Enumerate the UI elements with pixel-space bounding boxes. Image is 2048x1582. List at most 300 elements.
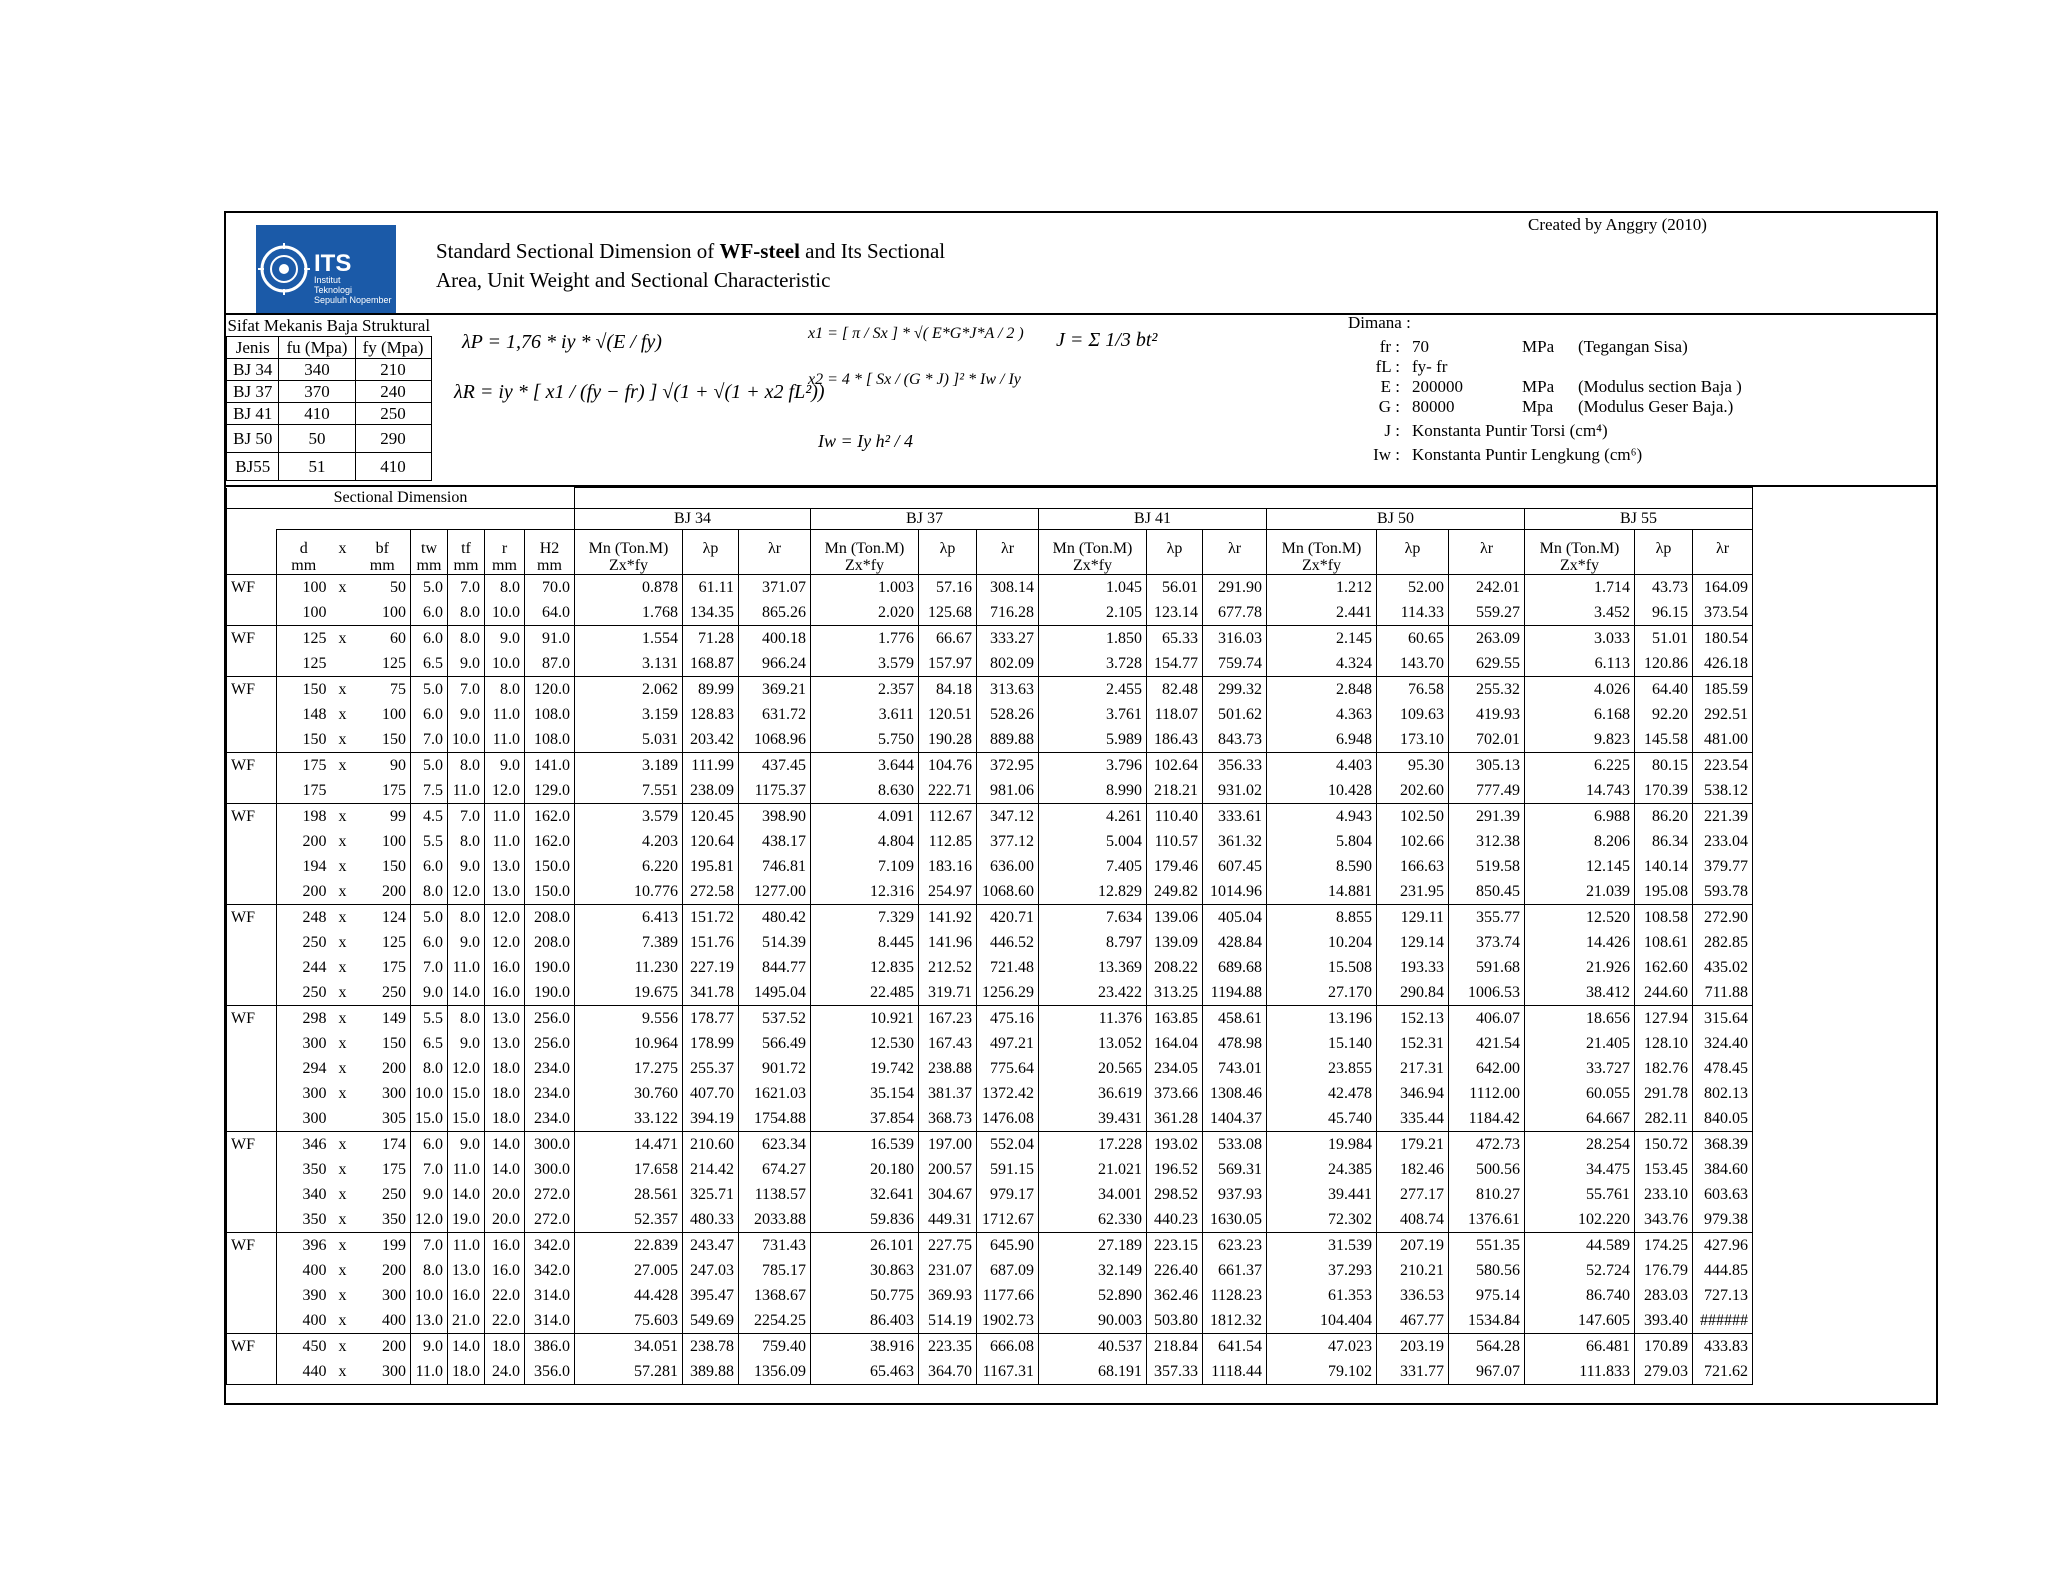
table-cell: 11.0 xyxy=(448,1157,485,1182)
table-cell: 7.0 xyxy=(411,955,448,980)
table-cell: 8.0 xyxy=(411,879,448,905)
legend xyxy=(1336,313,1742,465)
table-cell: 931.02 xyxy=(1203,778,1267,804)
table-cell xyxy=(227,600,277,626)
table-cell: 18.0 xyxy=(485,1334,525,1360)
table-cell: 28.254 xyxy=(1525,1132,1635,1158)
table-cell: x xyxy=(331,1132,355,1158)
table-cell: 100 xyxy=(355,702,411,727)
table-cell: 196.52 xyxy=(1147,1157,1203,1182)
table-cell: 150.0 xyxy=(525,879,575,905)
table-cell: 810.27 xyxy=(1449,1182,1525,1207)
table-row xyxy=(227,1207,1753,1233)
table-cell: x xyxy=(338,933,347,951)
material-properties-table xyxy=(226,315,432,481)
table-cell: 8.0 xyxy=(448,829,485,854)
table-cell: 291.90 xyxy=(1203,575,1267,601)
table-cell: 7.0 xyxy=(411,1157,448,1182)
table-cell: 21.0 xyxy=(448,1308,485,1334)
formula-lambda-r: λR = iy * [ x1 / (fy − fr) ] √(1 + √(1 + x2 fL²)) xyxy=(454,381,825,403)
table-cell: 14.426 xyxy=(1525,930,1635,955)
table-cell: 300 xyxy=(355,1283,411,1308)
table-cell: 8.630 xyxy=(811,778,919,804)
table-cell: 1630.05 xyxy=(1203,1207,1267,1233)
table-cell: 802.09 xyxy=(977,651,1039,677)
table-cell: 197.00 xyxy=(919,1132,977,1158)
table-row xyxy=(227,854,1753,879)
table-cell: 1712.67 xyxy=(977,1207,1039,1233)
table-cell: 304.67 xyxy=(919,1182,977,1207)
table-cell: 1754.88 xyxy=(739,1106,811,1132)
table-cell: 5.989 xyxy=(1039,727,1147,753)
table-cell xyxy=(227,1359,277,1385)
table-cell: 371.07 xyxy=(739,575,811,601)
table-cell: 45.740 xyxy=(1267,1106,1377,1132)
table-cell: 564.28 xyxy=(1449,1334,1525,1360)
table-cell: 12.0 xyxy=(411,1207,448,1233)
table-cell: 100 xyxy=(277,575,331,601)
table-cell: 356.0 xyxy=(525,1359,575,1385)
table-cell: 238.88 xyxy=(919,1056,977,1081)
table-cell: 200.57 xyxy=(919,1157,977,1182)
table-cell: 16.0 xyxy=(485,1258,525,1283)
table-cell: 3.033 xyxy=(1525,626,1635,652)
table-cell: 5.031 xyxy=(575,727,683,753)
table-cell: 1.768 xyxy=(575,600,683,626)
table-cell: 11.0 xyxy=(411,1359,448,1385)
table-cell: 3.579 xyxy=(575,804,683,830)
table-cell: 7.405 xyxy=(1039,854,1147,879)
table-cell: 7.389 xyxy=(575,930,683,955)
table-cell: 178.77 xyxy=(683,1006,739,1032)
table-cell: x xyxy=(338,1160,347,1178)
table-cell: 1138.57 xyxy=(739,1182,811,1207)
table-cell: x xyxy=(331,753,355,779)
grade-col-header: Mn (Ton.M) Zx*fy xyxy=(1525,530,1635,575)
table-cell: 11.0 xyxy=(448,955,485,980)
table-cell: 6.988 xyxy=(1525,804,1635,830)
table-cell: 222.71 xyxy=(919,778,977,804)
table-cell: 75 xyxy=(355,677,411,703)
table-cell: 8.0 xyxy=(448,753,485,779)
table-cell: 5.0 xyxy=(411,575,448,601)
table-cell: 8.590 xyxy=(1267,854,1377,879)
table-cell: 100 xyxy=(355,600,411,626)
table-cell: 139.09 xyxy=(1147,930,1203,955)
table-cell: 533.08 xyxy=(1203,1132,1267,1158)
table-cell: 20.565 xyxy=(1039,1056,1147,1081)
table-cell: 641.54 xyxy=(1203,1334,1267,1360)
table-cell: 357.33 xyxy=(1147,1359,1203,1385)
table-cell: 342.0 xyxy=(525,1258,575,1283)
steel-section-sheet xyxy=(224,211,1938,1405)
table-cell: 52.890 xyxy=(1039,1283,1147,1308)
table-cell: 731.43 xyxy=(739,1233,811,1259)
table-cell: 27.005 xyxy=(575,1258,683,1283)
prop-cell: 370 xyxy=(279,381,355,403)
table-cell: 350 xyxy=(277,1207,331,1233)
table-cell: 1014.96 xyxy=(1203,879,1267,905)
table-row xyxy=(227,575,1753,601)
table-cell: 11.0 xyxy=(485,804,525,830)
table-cell: 199 xyxy=(355,1233,411,1259)
table-cell: 408.74 xyxy=(1377,1207,1449,1233)
table-cell: 528.26 xyxy=(977,702,1039,727)
title-line1-post: and Its Sectional xyxy=(799,239,946,263)
table-cell: 384.60 xyxy=(1693,1157,1753,1182)
table-cell: 843.73 xyxy=(1203,727,1267,753)
table-cell: x xyxy=(338,1059,347,1077)
prop-cell: BJ 34 xyxy=(227,359,279,381)
table-cell: 12.530 xyxy=(811,1031,919,1056)
table-cell: 175 xyxy=(355,955,411,980)
grade-col-header: λp xyxy=(1147,530,1203,575)
table-cell: 272.0 xyxy=(525,1207,575,1233)
table-cell: 661.37 xyxy=(1203,1258,1267,1283)
table-cell: 12.316 xyxy=(811,879,919,905)
table-cell: 294 xyxy=(277,1056,331,1081)
table-row xyxy=(227,1132,1753,1158)
table-cell: 120.45 xyxy=(683,804,739,830)
table-cell: 150 xyxy=(355,727,411,753)
table-cell: 185.59 xyxy=(1693,677,1753,703)
table-cell: 194 xyxy=(277,854,331,879)
table-cell: 111.833 xyxy=(1525,1359,1635,1385)
table-cell: 12.0 xyxy=(448,879,485,905)
table-cell: 190.0 xyxy=(525,955,575,980)
table-cell: 227.19 xyxy=(683,955,739,980)
table-cell: 5.0 xyxy=(411,753,448,779)
table-cell: 551.35 xyxy=(1449,1233,1525,1259)
table-cell: 3.761 xyxy=(1039,702,1147,727)
table-cell: 386.0 xyxy=(525,1334,575,1360)
table-cell: 1.776 xyxy=(811,626,919,652)
table-cell: 167.43 xyxy=(919,1031,977,1056)
table-cell: 24.0 xyxy=(485,1359,525,1385)
table-cell: 170.39 xyxy=(1635,778,1693,804)
table-cell: 16.0 xyxy=(448,1283,485,1308)
table-cell: 480.33 xyxy=(683,1207,739,1233)
table-cell: 405.04 xyxy=(1203,905,1267,931)
table-cell: 125.68 xyxy=(919,600,977,626)
table-cell: 1167.31 xyxy=(977,1359,1039,1385)
table-cell: 151.76 xyxy=(683,930,739,955)
table-cell: 30.760 xyxy=(575,1081,683,1106)
table-cell: 5.750 xyxy=(811,727,919,753)
table-cell: 14.0 xyxy=(448,980,485,1006)
table-cell: 319.71 xyxy=(919,980,977,1006)
table-cell: WF xyxy=(227,1334,277,1360)
legend-item: J : Konstanta Puntir Torsi (cm⁴) xyxy=(1384,421,1608,440)
table-row xyxy=(227,677,1753,703)
prop-cell: 210 xyxy=(355,359,431,381)
table-cell: 108.58 xyxy=(1635,905,1693,931)
table-cell: 1184.42 xyxy=(1449,1106,1525,1132)
table-cell: 313.25 xyxy=(1147,980,1203,1006)
table-cell: 86.20 xyxy=(1635,804,1693,830)
grade-col-header: λp xyxy=(919,530,977,575)
table-cell: 10.0 xyxy=(411,1283,448,1308)
table-cell: 102.64 xyxy=(1147,753,1203,779)
table-cell: 14.743 xyxy=(1525,778,1635,804)
table-cell: 234.0 xyxy=(525,1056,575,1081)
table-cell: 716.28 xyxy=(977,600,1039,626)
table-cell: 51.01 xyxy=(1635,626,1693,652)
table-cell: 214.42 xyxy=(683,1157,739,1182)
table-cell: 407.70 xyxy=(683,1081,739,1106)
legend-item: G : 80000 Mpa (Modulus Geser Baja.) xyxy=(1378,397,1734,416)
table-cell: 313.63 xyxy=(977,677,1039,703)
grade-col-header: λr xyxy=(1693,530,1753,575)
table-cell: 60.65 xyxy=(1377,626,1449,652)
table-cell: 341.78 xyxy=(683,980,739,1006)
table-cell: 200 xyxy=(277,829,331,854)
table-cell: 34.001 xyxy=(1039,1182,1147,1207)
table-cell: 324.40 xyxy=(1693,1031,1753,1056)
grade-col-header: Mn (Ton.M) Zx*fy xyxy=(1039,530,1147,575)
table-cell: 108.0 xyxy=(525,702,575,727)
table-cell: 40.537 xyxy=(1039,1334,1147,1360)
title-line2: Area, Unit Weight and Sectional Characteristic xyxy=(436,268,831,292)
table-cell: 13.0 xyxy=(485,879,525,905)
page-title xyxy=(436,237,945,295)
table-cell: 4.324 xyxy=(1267,651,1377,677)
table-cell: 176.79 xyxy=(1635,1258,1693,1283)
table-cell: 19.984 xyxy=(1267,1132,1377,1158)
table-cell: 18.0 xyxy=(485,1106,525,1132)
table-cell: 100 xyxy=(355,829,411,854)
logo-acronym: ITS xyxy=(314,250,352,277)
table-cell: 283.03 xyxy=(1635,1283,1693,1308)
table-cell: 217.31 xyxy=(1377,1056,1449,1081)
table-cell: 889.88 xyxy=(977,727,1039,753)
table-cell: 250 xyxy=(355,1182,411,1207)
table-cell: 118.07 xyxy=(1147,702,1203,727)
table-cell: 150.72 xyxy=(1635,1132,1693,1158)
logo-line3: Sepuluh Nopember xyxy=(314,295,392,305)
table-cell: 677.78 xyxy=(1203,600,1267,626)
table-cell: 102.50 xyxy=(1377,804,1449,830)
formula-x2: x2 = 4 * [ Sx / (G * J) ]² * Iw / Iy xyxy=(808,371,1021,388)
table-cell: 497.21 xyxy=(977,1031,1039,1056)
table-cell: 279.03 xyxy=(1635,1359,1693,1385)
table-cell: 373.66 xyxy=(1147,1081,1203,1106)
table-cell: 11.376 xyxy=(1039,1006,1147,1032)
table-cell: 37.854 xyxy=(811,1106,919,1132)
table-cell: 250 xyxy=(277,980,331,1006)
table-cell: 5.0 xyxy=(411,677,448,703)
table-cell: 759.40 xyxy=(739,1334,811,1360)
table-cell: 84.18 xyxy=(919,677,977,703)
table-cell: 368.39 xyxy=(1693,1132,1753,1158)
table-cell: 200 xyxy=(277,879,331,905)
table-cell: 9.0 xyxy=(448,1132,485,1158)
table-cell: 11.0 xyxy=(448,1233,485,1259)
table-cell xyxy=(227,1283,277,1308)
table-cell: 500.56 xyxy=(1449,1157,1525,1182)
table-cell: 566.49 xyxy=(739,1031,811,1056)
table-cell: 255.32 xyxy=(1449,677,1525,703)
table-cell: 124 xyxy=(355,905,411,931)
legend-item: Iw : Konstanta Puntir Lengkung (cm⁶) xyxy=(1373,445,1643,464)
table-cell: 759.74 xyxy=(1203,651,1267,677)
table-cell: 72.302 xyxy=(1267,1207,1377,1233)
table-cell xyxy=(227,879,277,905)
table-cell: 150.0 xyxy=(525,854,575,879)
table-cell: x xyxy=(331,1006,355,1032)
grade-col-header: Mn (Ton.M) Zx*fy xyxy=(1267,530,1377,575)
table-cell: x xyxy=(331,677,355,703)
table-cell: 14.881 xyxy=(1267,879,1377,905)
table-cell: 151.72 xyxy=(683,905,739,931)
table-cell: 175 xyxy=(355,778,411,804)
table-cell: 141.92 xyxy=(919,905,977,931)
table-cell: 865.26 xyxy=(739,600,811,626)
table-cell: 23.855 xyxy=(1267,1056,1377,1081)
table-cell: 80.15 xyxy=(1635,753,1693,779)
table-cell: 17.658 xyxy=(575,1157,683,1182)
table-cell: 129.14 xyxy=(1377,930,1449,955)
table-cell: 282.11 xyxy=(1635,1106,1693,1132)
table-cell: 150 xyxy=(277,727,331,753)
table-cell: 90.003 xyxy=(1039,1308,1147,1334)
table-cell: 3.189 xyxy=(575,753,683,779)
table-cell: 59.836 xyxy=(811,1207,919,1233)
table-row xyxy=(227,1283,1753,1308)
table-cell: 2.357 xyxy=(811,677,919,703)
table-cell: 13.0 xyxy=(485,854,525,879)
table-cell: 249.82 xyxy=(1147,879,1203,905)
table-cell: 6.0 xyxy=(411,854,448,879)
formula-x1: x1 = [ π / Sx ] * √( E*G*J*A / 2 ) xyxy=(808,325,1024,342)
dim-col-header: d mm xyxy=(277,530,331,575)
table-cell: 200 xyxy=(355,1258,411,1283)
grade-col-header: λp xyxy=(1377,530,1449,575)
table-cell: 141.96 xyxy=(919,930,977,955)
table-cell: 395.47 xyxy=(683,1283,739,1308)
table-cell: 10.0 xyxy=(485,600,525,626)
table-cell: 314.0 xyxy=(525,1283,575,1308)
dim-col-header: x xyxy=(331,530,355,575)
table-cell: 208.22 xyxy=(1147,955,1203,980)
table-cell: 218.21 xyxy=(1147,778,1203,804)
table-cell: 153.45 xyxy=(1635,1157,1693,1182)
table-cell: 139.06 xyxy=(1147,905,1203,931)
table-cell: 12.0 xyxy=(485,905,525,931)
table-cell: 711.88 xyxy=(1693,980,1753,1006)
table-cell xyxy=(227,1031,277,1056)
table-cell: 300 xyxy=(355,1359,411,1385)
table-cell: 65.463 xyxy=(811,1359,919,1385)
table-cell: 66.67 xyxy=(919,626,977,652)
table-cell: 298 xyxy=(277,1006,331,1032)
table-cell: 4.363 xyxy=(1267,702,1377,727)
table-cell: 104.404 xyxy=(1267,1308,1377,1334)
table-cell: 57.16 xyxy=(919,575,977,601)
table-cell: 314.0 xyxy=(525,1308,575,1334)
table-cell: 23.422 xyxy=(1039,980,1147,1006)
table-cell: 7.634 xyxy=(1039,905,1147,931)
table-cell: 478.98 xyxy=(1203,1031,1267,1056)
table-cell: 1404.37 xyxy=(1203,1106,1267,1132)
table-cell xyxy=(227,1106,277,1132)
table-cell: 20.0 xyxy=(485,1182,525,1207)
table-cell: 22.0 xyxy=(485,1283,525,1308)
table-cell: 537.52 xyxy=(739,1006,811,1032)
table-cell: 125 xyxy=(355,930,411,955)
table-cell: 390 xyxy=(277,1283,331,1308)
table-cell: 64.667 xyxy=(1525,1106,1635,1132)
table-cell: 8.0 xyxy=(448,600,485,626)
table-cell: 11.0 xyxy=(448,778,485,804)
table-cell: 66.481 xyxy=(1525,1334,1635,1360)
table-cell xyxy=(227,1258,277,1283)
table-cell: 12.0 xyxy=(485,930,525,955)
table-cell: 173.10 xyxy=(1377,727,1449,753)
grade-col-header: λp xyxy=(683,530,739,575)
table-cell: 179.21 xyxy=(1377,1132,1449,1158)
table-cell: 167.23 xyxy=(919,1006,977,1032)
table-cell: 166.63 xyxy=(1377,854,1449,879)
legend-item: E : 200000 MPa (Modulus section Baja ) xyxy=(1380,377,1742,396)
table-cell: 10.964 xyxy=(575,1031,683,1056)
table-cell: 400 xyxy=(355,1308,411,1334)
table-cell: 607.45 xyxy=(1203,854,1267,879)
table-cell: 2.062 xyxy=(575,677,683,703)
grade-col-header: λr xyxy=(739,530,811,575)
table-cell: 22.485 xyxy=(811,980,919,1006)
table-cell: 9.0 xyxy=(411,980,448,1006)
table-cell: 369.21 xyxy=(739,677,811,703)
table-row xyxy=(227,955,1753,980)
table-row xyxy=(227,1081,1753,1106)
table-cell: 333.61 xyxy=(1203,804,1267,830)
table-row xyxy=(227,1031,1753,1056)
table-cell: 746.81 xyxy=(739,854,811,879)
table-cell: 12.835 xyxy=(811,955,919,980)
table-cell: WF xyxy=(227,1233,277,1259)
table-cell: 379.77 xyxy=(1693,854,1753,879)
table-cell: 1.003 xyxy=(811,575,919,601)
prop-cell: 340 xyxy=(279,359,355,381)
table-cell: 1194.88 xyxy=(1203,980,1267,1006)
table-cell: 52.724 xyxy=(1525,1258,1635,1283)
table-cell: 428.84 xyxy=(1203,930,1267,955)
table-cell: 6.0 xyxy=(411,702,448,727)
table-cell: 361.28 xyxy=(1147,1106,1203,1132)
prop-cell: 240 xyxy=(355,381,431,403)
table-cell: 292.51 xyxy=(1693,702,1753,727)
table-cell: 120.0 xyxy=(525,677,575,703)
table-cell: 312.38 xyxy=(1449,829,1525,854)
table-row xyxy=(227,804,1753,830)
table-cell: 3.644 xyxy=(811,753,919,779)
table-cell: 393.40 xyxy=(1635,1308,1693,1334)
logo-line2: Teknologi xyxy=(314,285,353,295)
table-cell: 5.5 xyxy=(411,1006,448,1032)
table-cell: x xyxy=(331,905,355,931)
table-cell: 102.220 xyxy=(1525,1207,1635,1233)
table-cell: 362.46 xyxy=(1147,1283,1203,1308)
table-cell: 164.04 xyxy=(1147,1031,1203,1056)
table-cell: 145.58 xyxy=(1635,727,1693,753)
table-cell: 9.0 xyxy=(448,854,485,879)
table-cell: 227.75 xyxy=(919,1233,977,1259)
table-cell: x xyxy=(338,1034,347,1052)
table-cell: 426.18 xyxy=(1693,651,1753,677)
table-cell xyxy=(227,727,277,753)
dim-col-header: H2 mm xyxy=(525,530,575,575)
